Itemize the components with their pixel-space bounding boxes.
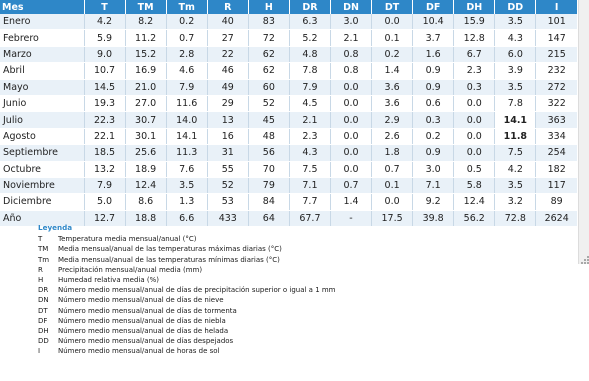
value-cell: 0.0 bbox=[330, 95, 371, 111]
value-cell: 3.7 bbox=[413, 30, 454, 46]
legend-description: Número medio mensual/anual de días de precipitación superior o igual a 1 mm bbox=[58, 286, 336, 295]
legend-key: DD bbox=[38, 337, 49, 346]
value-cell: 0.0 bbox=[454, 112, 495, 128]
value-cell: 7.5 bbox=[495, 145, 536, 161]
value-cell: 8.6 bbox=[125, 194, 166, 210]
table-row bbox=[0, 194, 577, 210]
value-cell: 3.0 bbox=[413, 161, 454, 177]
value-cell: 45 bbox=[248, 112, 289, 128]
legend-description: Número medio mensual/anual de días de nieve bbox=[58, 296, 224, 305]
value-cell: 0.0 bbox=[372, 14, 413, 30]
value-cell: 0.8 bbox=[330, 63, 371, 79]
value-cell: 101 bbox=[536, 14, 577, 30]
table-row bbox=[0, 145, 577, 161]
value-cell: 56 bbox=[248, 145, 289, 161]
value-cell: 4.2 bbox=[84, 14, 125, 30]
legend-item bbox=[38, 295, 336, 305]
value-cell: 3.5 bbox=[495, 177, 536, 193]
value-cell: 4.2 bbox=[495, 161, 536, 177]
value-cell: 14.5 bbox=[84, 79, 125, 95]
value-cell: 15.2 bbox=[125, 46, 166, 62]
legend-item bbox=[38, 336, 336, 346]
value-cell: 17.5 bbox=[372, 210, 413, 226]
value-cell: 10.7 bbox=[84, 63, 125, 79]
value-cell: 16.9 bbox=[125, 63, 166, 79]
value-cell: 83 bbox=[248, 14, 289, 30]
legend-key: T bbox=[38, 235, 43, 244]
value-cell: 2.6 bbox=[372, 128, 413, 144]
value-cell: 8.2 bbox=[125, 14, 166, 30]
value-cell: 0.7 bbox=[372, 161, 413, 177]
value-cell: 7.5 bbox=[289, 161, 330, 177]
legend-item bbox=[38, 346, 336, 356]
resize-grip-icon[interactable] bbox=[581, 256, 589, 264]
legend-item bbox=[38, 285, 336, 295]
column-header: DR bbox=[289, 0, 330, 14]
value-cell: 10.4 bbox=[413, 14, 454, 30]
value-cell: 0.6 bbox=[413, 95, 454, 111]
value-cell: 7.9 bbox=[166, 79, 207, 95]
value-cell: 0.0 bbox=[330, 79, 371, 95]
month-cell: Agosto bbox=[0, 128, 84, 144]
value-cell: 5.8 bbox=[454, 177, 495, 193]
value-cell: 0.3 bbox=[454, 79, 495, 95]
column-header: DD bbox=[495, 0, 536, 14]
value-cell: 334 bbox=[536, 128, 577, 144]
value-cell: 3.6 bbox=[372, 79, 413, 95]
value-cell: 12.4 bbox=[125, 177, 166, 193]
value-cell: 2.8 bbox=[166, 46, 207, 62]
legend-description: Número medio mensual/anual de horas de sol bbox=[58, 347, 220, 356]
value-cell: 89 bbox=[536, 194, 577, 210]
value-cell: 0.5 bbox=[454, 161, 495, 177]
value-cell: 0.9 bbox=[413, 79, 454, 95]
value-cell: 4.5 bbox=[289, 95, 330, 111]
value-cell: 14.1 bbox=[495, 112, 536, 128]
value-cell: 55 bbox=[207, 161, 248, 177]
value-cell: 272 bbox=[536, 79, 577, 95]
value-cell: 72 bbox=[248, 30, 289, 46]
value-cell: 322 bbox=[536, 95, 577, 111]
value-cell: 0.7 bbox=[166, 30, 207, 46]
table-row bbox=[0, 63, 577, 79]
value-cell: 11.3 bbox=[166, 145, 207, 161]
value-cell: 21.0 bbox=[125, 79, 166, 95]
value-cell: 0.0 bbox=[330, 161, 371, 177]
value-cell: 31 bbox=[207, 145, 248, 161]
value-cell: 64 bbox=[248, 210, 289, 226]
table-row bbox=[0, 79, 577, 95]
legend-description: Media mensual/anual de las temperaturas máximas diarias (°C) bbox=[58, 245, 282, 254]
value-cell: 0.0 bbox=[454, 128, 495, 144]
value-cell: 3.9 bbox=[495, 63, 536, 79]
column-header: H bbox=[248, 0, 289, 14]
value-cell: 0.0 bbox=[454, 95, 495, 111]
column-header: TM bbox=[125, 0, 166, 14]
value-cell: 0.0 bbox=[372, 194, 413, 210]
value-cell: 4.8 bbox=[289, 46, 330, 62]
legend-description: Temperatura media mensual/anual (°C) bbox=[58, 235, 197, 244]
value-cell: 1.3 bbox=[166, 194, 207, 210]
value-cell: 433 bbox=[207, 210, 248, 226]
value-cell: 2624 bbox=[536, 210, 577, 226]
column-header: DF bbox=[413, 0, 454, 14]
value-cell: 0.0 bbox=[330, 128, 371, 144]
value-cell: 0.0 bbox=[330, 112, 371, 128]
value-cell: 30.1 bbox=[125, 128, 166, 144]
value-cell: 53 bbox=[207, 194, 248, 210]
value-cell: 6.3 bbox=[289, 14, 330, 30]
value-cell: 84 bbox=[248, 194, 289, 210]
legend-key: DR bbox=[38, 286, 49, 295]
legend-key: DF bbox=[38, 316, 48, 325]
value-cell: 11.6 bbox=[166, 95, 207, 111]
column-header: T bbox=[84, 0, 125, 14]
value-cell: 2.1 bbox=[289, 112, 330, 128]
value-cell: 5.2 bbox=[289, 30, 330, 46]
value-cell: 0.9 bbox=[413, 145, 454, 161]
value-cell: 25.6 bbox=[125, 145, 166, 161]
table-row bbox=[0, 95, 577, 111]
value-cell: 7.9 bbox=[84, 177, 125, 193]
value-cell: 0.1 bbox=[372, 177, 413, 193]
value-cell: 6.6 bbox=[166, 210, 207, 226]
value-cell: 12.8 bbox=[454, 30, 495, 46]
legend-list bbox=[38, 234, 336, 356]
month-cell: Octubre bbox=[0, 161, 84, 177]
value-cell: 6.7 bbox=[454, 46, 495, 62]
value-cell: 60 bbox=[248, 79, 289, 95]
value-cell: 0.0 bbox=[330, 145, 371, 161]
value-cell: 14.0 bbox=[166, 112, 207, 128]
value-cell: 49 bbox=[207, 79, 248, 95]
value-cell: 22.1 bbox=[84, 128, 125, 144]
value-cell: 7.7 bbox=[289, 194, 330, 210]
value-cell: 0.2 bbox=[372, 46, 413, 62]
legend-key: H bbox=[38, 276, 44, 285]
legend-title: Leyenda bbox=[38, 223, 73, 232]
legend bbox=[38, 223, 336, 357]
value-cell: 3.5 bbox=[495, 14, 536, 30]
column-header: I bbox=[536, 0, 577, 14]
value-cell: 48 bbox=[248, 128, 289, 144]
value-cell: 52 bbox=[248, 95, 289, 111]
legend-item bbox=[38, 326, 336, 336]
value-cell: 7.8 bbox=[289, 63, 330, 79]
value-cell: 1.4 bbox=[330, 194, 371, 210]
value-cell: 40 bbox=[207, 14, 248, 30]
value-cell: 56.2 bbox=[454, 210, 495, 226]
value-cell: - bbox=[330, 210, 371, 226]
table-body bbox=[0, 14, 577, 227]
legend-description: Número medio mensual/anual de días de niebla bbox=[58, 316, 226, 325]
column-header: DT bbox=[372, 0, 413, 14]
legend-item bbox=[38, 306, 336, 316]
value-cell: 363 bbox=[536, 112, 577, 128]
column-header: DN bbox=[330, 0, 371, 14]
value-cell: 0.8 bbox=[330, 46, 371, 62]
value-cell: 13.2 bbox=[84, 161, 125, 177]
value-cell: 14.1 bbox=[166, 128, 207, 144]
month-cell: Junio bbox=[0, 95, 84, 111]
value-cell: 18.8 bbox=[125, 210, 166, 226]
value-cell: 147 bbox=[536, 30, 577, 46]
value-cell: 39.8 bbox=[413, 210, 454, 226]
value-cell: 11.2 bbox=[125, 30, 166, 46]
value-cell: 7.9 bbox=[289, 79, 330, 95]
value-cell: 182 bbox=[536, 161, 577, 177]
value-cell: 11.8 bbox=[495, 128, 536, 144]
month-cell: Julio bbox=[0, 112, 84, 128]
value-cell: 70 bbox=[248, 161, 289, 177]
value-cell: 2.3 bbox=[289, 128, 330, 144]
column-header: Mes bbox=[0, 0, 84, 14]
value-cell: 72.8 bbox=[495, 210, 536, 226]
value-cell: 0.3 bbox=[413, 112, 454, 128]
value-cell: 67.7 bbox=[289, 210, 330, 226]
table-row bbox=[0, 112, 577, 128]
value-cell: 4.3 bbox=[289, 145, 330, 161]
value-cell: 79 bbox=[248, 177, 289, 193]
value-cell: 5.0 bbox=[84, 194, 125, 210]
table-row bbox=[0, 177, 577, 193]
legend-item bbox=[38, 316, 336, 326]
value-cell: 215 bbox=[536, 46, 577, 62]
value-cell: 0.7 bbox=[330, 177, 371, 193]
legend-description: Precipitación mensual/anual media (mm) bbox=[58, 265, 203, 274]
value-cell: 62 bbox=[248, 63, 289, 79]
table-row bbox=[0, 161, 577, 177]
value-cell: 7.1 bbox=[413, 177, 454, 193]
legend-item bbox=[38, 265, 336, 275]
value-cell: 15.9 bbox=[454, 14, 495, 30]
value-cell: 2.1 bbox=[330, 30, 371, 46]
value-cell: 4.3 bbox=[495, 30, 536, 46]
legend-key: DT bbox=[38, 306, 48, 315]
legend-key: DN bbox=[38, 296, 49, 305]
value-cell: 16 bbox=[207, 128, 248, 144]
value-cell: 19.3 bbox=[84, 95, 125, 111]
month-cell: Septiembre bbox=[0, 145, 84, 161]
value-cell: 62 bbox=[248, 46, 289, 62]
value-cell: 27 bbox=[207, 30, 248, 46]
month-cell: Mayo bbox=[0, 79, 84, 95]
value-cell: 254 bbox=[536, 145, 577, 161]
value-cell: 0.2 bbox=[166, 14, 207, 30]
table-row bbox=[0, 128, 577, 144]
value-cell: 7.8 bbox=[495, 95, 536, 111]
value-cell: 0.1 bbox=[372, 30, 413, 46]
value-cell: 2.3 bbox=[454, 63, 495, 79]
month-cell: Diciembre bbox=[0, 194, 84, 210]
value-cell: 6.0 bbox=[495, 46, 536, 62]
value-cell: 7.6 bbox=[166, 161, 207, 177]
vertical-scrollbar[interactable] bbox=[578, 0, 589, 264]
legend-key: I bbox=[38, 347, 41, 356]
column-header: Tm bbox=[166, 0, 207, 14]
legend-description: Media mensual/anual de las temperaturas mínimas diarias (°C) bbox=[58, 255, 280, 264]
value-cell: 13 bbox=[207, 112, 248, 128]
month-cell: Abril bbox=[0, 63, 84, 79]
value-cell: 18.5 bbox=[84, 145, 125, 161]
value-cell: 2.9 bbox=[372, 112, 413, 128]
value-cell: 1.6 bbox=[413, 46, 454, 62]
value-cell: 5.9 bbox=[84, 30, 125, 46]
table-row bbox=[0, 14, 577, 30]
legend-key: R bbox=[38, 265, 43, 274]
month-cell: Año bbox=[0, 210, 84, 226]
value-cell: 22.3 bbox=[84, 112, 125, 128]
column-header: DH bbox=[454, 0, 495, 14]
legend-item bbox=[38, 275, 336, 285]
value-cell: 30.7 bbox=[125, 112, 166, 128]
value-cell: 0.9 bbox=[413, 63, 454, 79]
value-cell: 1.4 bbox=[372, 63, 413, 79]
legend-description: Número medio mensual/anual de días de tormenta bbox=[58, 306, 237, 315]
month-cell: Enero bbox=[0, 14, 84, 30]
value-cell: 12.4 bbox=[454, 194, 495, 210]
value-cell: 12.7 bbox=[84, 210, 125, 226]
value-cell: 0.2 bbox=[413, 128, 454, 144]
value-cell: 46 bbox=[207, 63, 248, 79]
value-cell: 3.6 bbox=[372, 95, 413, 111]
value-cell: 117 bbox=[536, 177, 577, 193]
value-cell: 27.0 bbox=[125, 95, 166, 111]
legend-key: DH bbox=[38, 327, 49, 336]
legend-description: Número medio mensual/anual de días de helada bbox=[58, 327, 229, 336]
value-cell: 52 bbox=[207, 177, 248, 193]
legend-item bbox=[38, 244, 336, 254]
value-cell: 9.2 bbox=[413, 194, 454, 210]
legend-description: Número medio mensual/anual de días despejados bbox=[58, 337, 234, 346]
value-cell: 4.6 bbox=[166, 63, 207, 79]
value-cell: 22 bbox=[207, 46, 248, 62]
value-cell: 7.1 bbox=[289, 177, 330, 193]
value-cell: 3.5 bbox=[166, 177, 207, 193]
value-cell: 232 bbox=[536, 63, 577, 79]
legend-key: TM bbox=[38, 245, 49, 254]
value-cell: 18.9 bbox=[125, 161, 166, 177]
month-cell: Febrero bbox=[0, 30, 84, 46]
legend-item bbox=[38, 255, 336, 265]
value-cell: 3.5 bbox=[495, 79, 536, 95]
value-cell: 3.2 bbox=[495, 194, 536, 210]
table-row bbox=[0, 46, 577, 62]
value-cell: 9.0 bbox=[84, 46, 125, 62]
legend-key: Tm bbox=[38, 255, 50, 264]
table-header-row bbox=[0, 0, 577, 14]
table-row bbox=[0, 30, 577, 46]
month-cell: Marzo bbox=[0, 46, 84, 62]
legend-description: Humedad relativa media (%) bbox=[58, 276, 159, 285]
value-cell: 3.0 bbox=[330, 14, 371, 30]
value-cell: 1.8 bbox=[372, 145, 413, 161]
value-cell: 0.0 bbox=[454, 145, 495, 161]
legend-item bbox=[38, 234, 336, 244]
column-header: R bbox=[207, 0, 248, 14]
value-cell: 29 bbox=[207, 95, 248, 111]
month-cell: Noviembre bbox=[0, 177, 84, 193]
